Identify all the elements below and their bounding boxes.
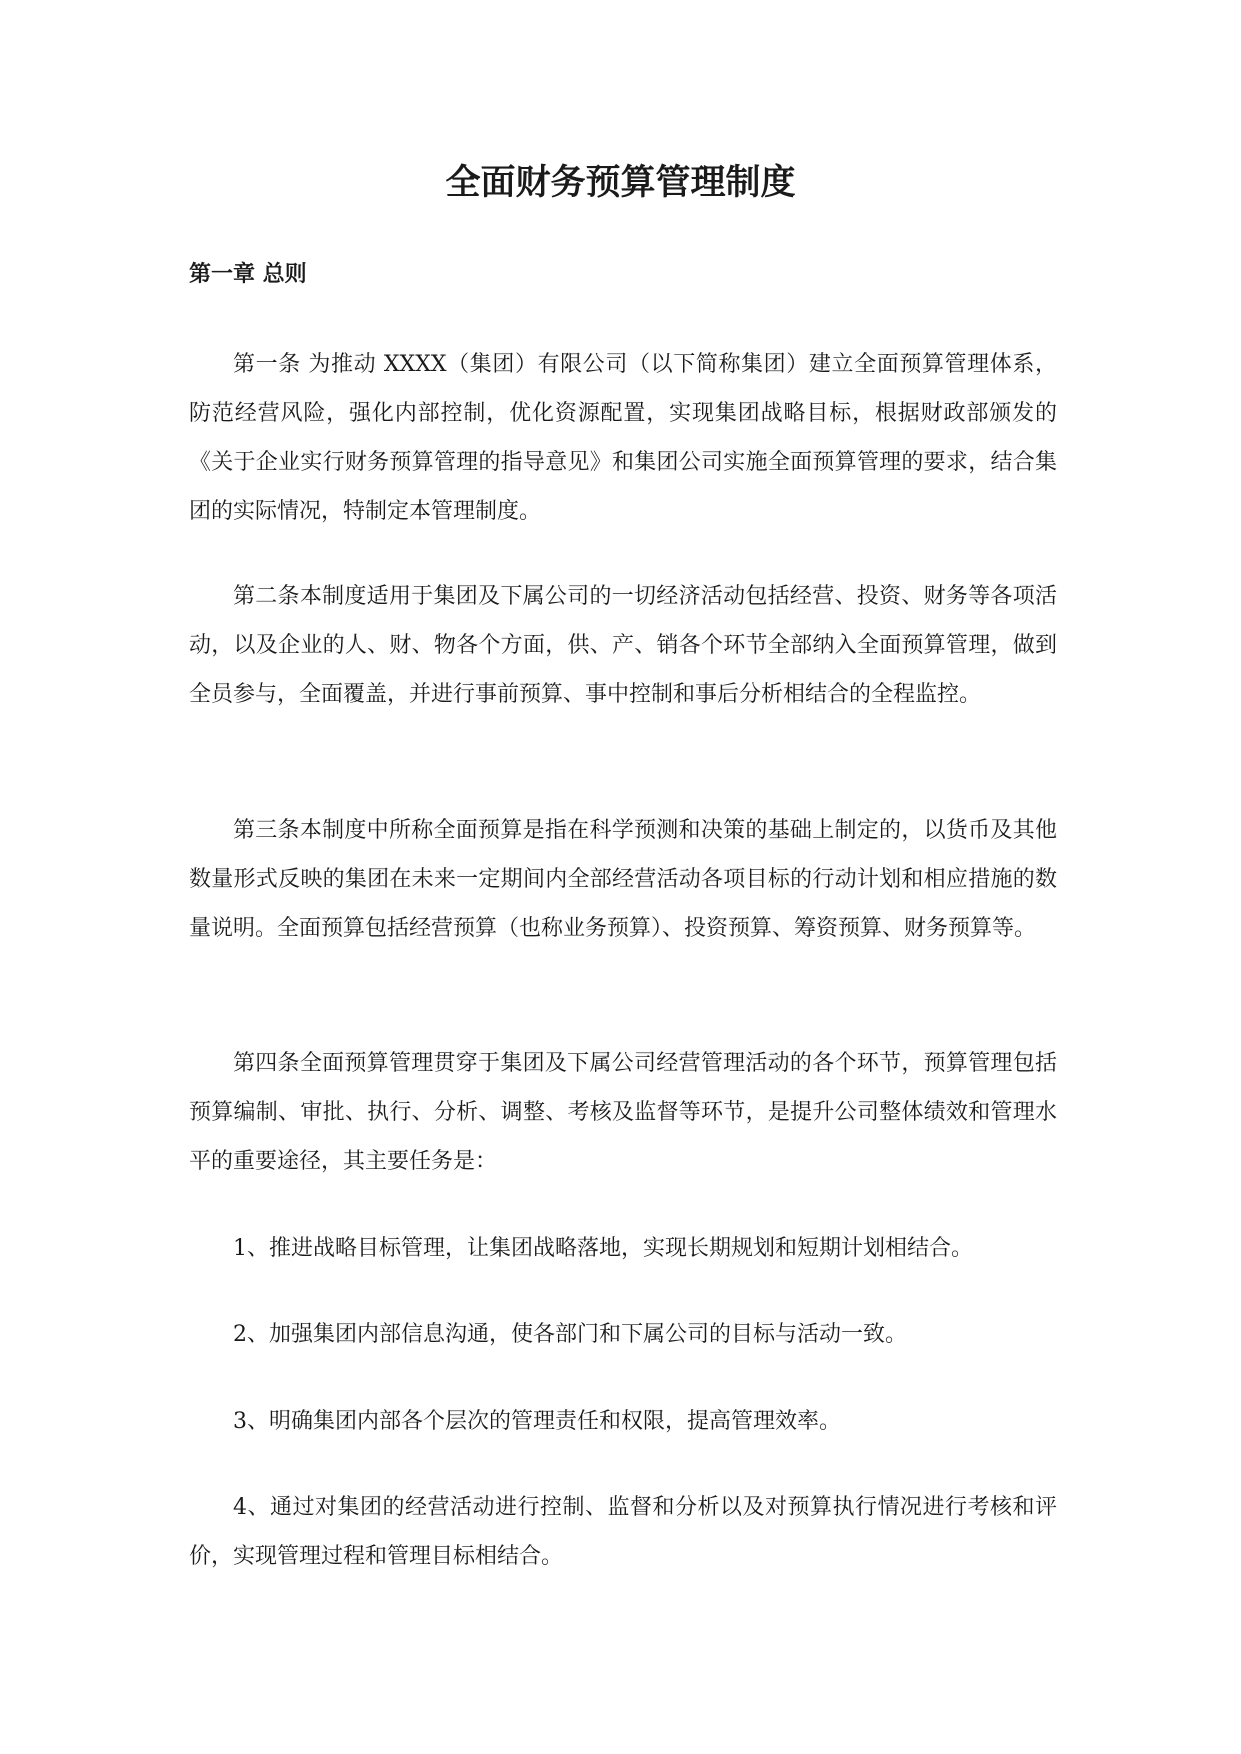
task-item-3: 3、明确集团内部各个层次的管理责任和权限，提高管理效率。 bbox=[233, 1409, 841, 1434]
chapter-heading: 第一章 总则 bbox=[189, 262, 307, 287]
task-item-1: 1、推进战略目标管理，让集团战略落地，实现长期规划和短期计划相结合。 bbox=[233, 1236, 973, 1261]
article-2: 第二条本制度适用于集团及下属公司的一切经济活动包括经营、投资、财务等各项活动，以及企业的人、财、物各个方面，供、产、销各个环节全部纳入全面预算管理，做到全员参与，全面覆盖，并进行事前预算、事中控制和事后分析相结合的全程监控。 bbox=[189, 584, 1057, 707]
document-title: 全面财务预算管理制度 bbox=[445, 162, 796, 203]
article-1: 第一条 为推动 XXXX（集团）有限公司（以下简称集团）建立全面预算管理体系，防范经营风险，强化内部控制，优化资源配置，实现集团战略目标，根据财政部颁发的《关于企业实行财务预算管理的指导意见》和集团公司实施全面预算管理的要求，结合集团的实际情况，特制定本管理制度。 bbox=[189, 352, 1057, 524]
task-item-2: 2、加强集团内部信息沟通，使各部门和下属公司的目标与活动一致。 bbox=[233, 1322, 907, 1347]
task-item-4: 4、通过对集团的经营活动进行控制、监督和分析以及对预算执行情况进行考核和评价，实现管理过程和管理目标相结合。 bbox=[189, 1495, 1057, 1569]
article-4: 第四条全面预算管理贯穿于集团及下属公司经营管理活动的各个环节，预算管理包括预算编制、审批、执行、分析、调整、考核及监督等环节，是提升公司整体绩效和管理水平的重要途径，其主要任务是： bbox=[189, 1051, 1057, 1174]
article-3: 第三条本制度中所称全面预算是指在科学预测和决策的基础上制定的，以货币及其他数量形式反映的集团在未来一定期间内全部经营活动各项目标的行动计划和相应措施的数量说明。全面预算包括经营预算（也称业务预算）、投资预算、筹资预算、财务预算等。 bbox=[189, 818, 1057, 941]
